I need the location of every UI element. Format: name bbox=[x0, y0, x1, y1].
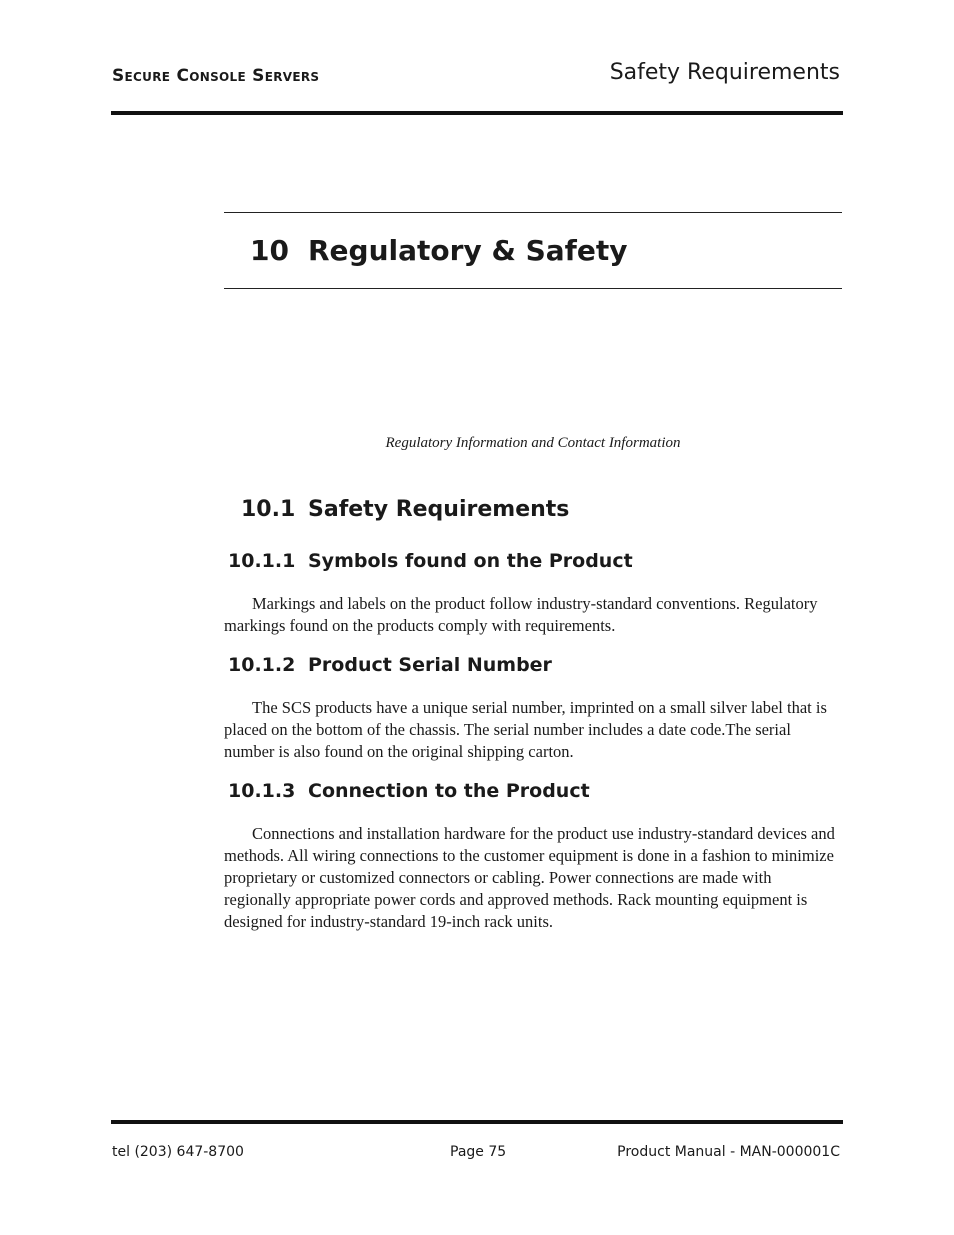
subsection-number: 10.1.2 bbox=[228, 654, 296, 676]
regulatory-note bbox=[224, 435, 842, 452]
paragraph-serial-number: The SCS products have a unique serial number, imprinted on a small silver label that is placed on the bottom of the chassis. The serial number includes a date code.The serial number is also found on the original shipping carton. bbox=[224, 698, 827, 761]
subsection-title: Connection to the Product bbox=[308, 780, 590, 802]
header-rule bbox=[111, 111, 843, 115]
subsection-heading-serial-number bbox=[228, 654, 552, 676]
paragraph-symbols: Markings and labels on the product follow industry-standard conventions. Regulatory markings found on the products comply with requirements. bbox=[224, 594, 818, 635]
subsection-number: 10.1.1 bbox=[228, 550, 296, 572]
chapter-heading bbox=[250, 234, 627, 267]
running-header-title: Secure Console Servers bbox=[112, 66, 320, 86]
chapter-title: Regulatory & Safety bbox=[308, 234, 628, 267]
section-number: 10.1 bbox=[241, 497, 296, 522]
footer-rule bbox=[111, 1120, 843, 1124]
footer-phone: tel (203) 647-8700 bbox=[112, 1144, 244, 1160]
chapter-rule-top bbox=[224, 212, 842, 213]
footer-page-number: Page 75 bbox=[450, 1144, 507, 1160]
chapter-number: 10 bbox=[250, 234, 289, 267]
subsection-title: Product Serial Number bbox=[308, 654, 552, 676]
footer-manual-id: Product Manual - MAN-000001C bbox=[617, 1144, 840, 1160]
subsection-heading-symbols bbox=[228, 550, 633, 572]
subsection-heading-connection bbox=[228, 780, 590, 802]
subsection-title: Symbols found on the Product bbox=[308, 550, 633, 572]
chapter-rule-bottom bbox=[224, 288, 842, 289]
running-header-section: Safety Requirements bbox=[609, 60, 840, 85]
paragraph-connection: Connections and installation hardware for the product use industry-standard devices and methods. All wiring connections to the customer equipment is done in a fashion to minimize proprietary or customized connectors or cabling. Power connections are made with regionally appropriate power cords and approved methods. Rack mounting equipment is designed for industry-standard 19-inch rack units. bbox=[224, 824, 835, 931]
regulatory-note-text: Regulatory Information and Contact Information bbox=[385, 435, 681, 451]
subsection-number: 10.1.3 bbox=[228, 780, 296, 802]
section-heading bbox=[241, 497, 569, 522]
section-title: Safety Requirements bbox=[308, 497, 570, 522]
